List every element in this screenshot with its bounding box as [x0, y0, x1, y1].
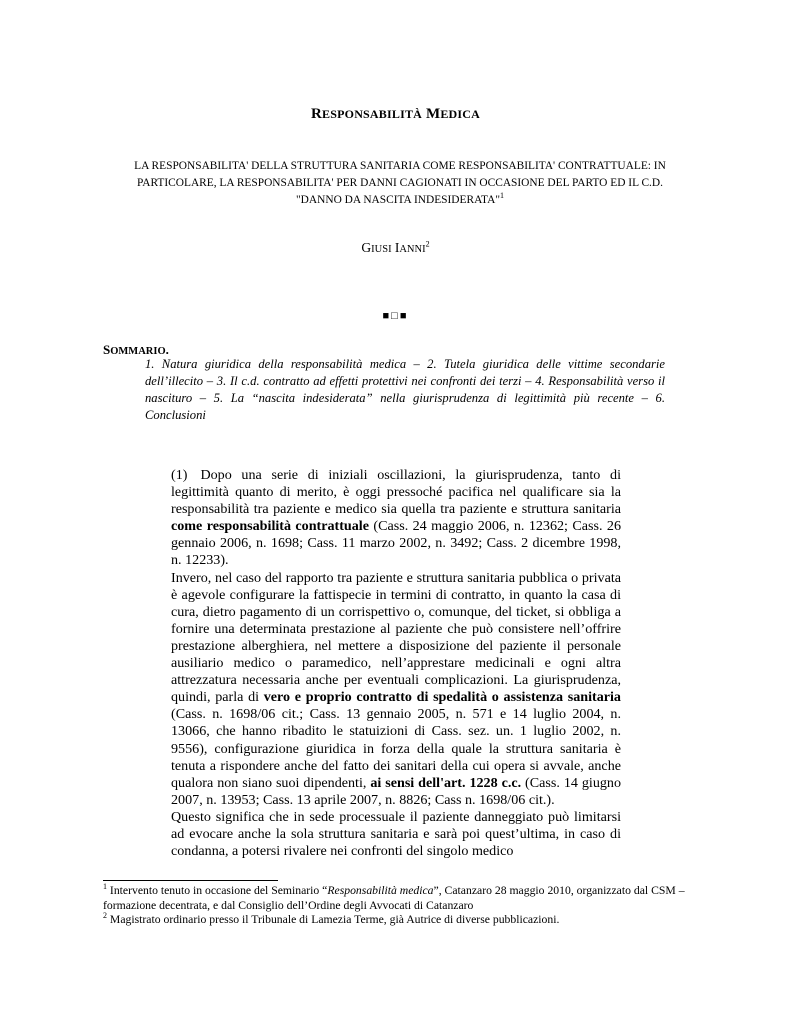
footnotes [103, 884, 695, 928]
title-word-b: EDICA [440, 107, 480, 121]
paragraph-2-text-c: (Cass. 14 giugno 2007, n. 13953; Cass. 13 aprile 2007, n. 8826; Cass n. 1698/06 cit.). [171, 774, 622, 808]
sommario-text: 1. Natura giuridica della responsabilità medica – 2. Tutela giuridica delle vittime secondarie dell’illecito – 3. Il c.d. contratto ad effetti protettivi nei confronti dei terzi – 4. Responsabilità verso il nascituro – 5. La “nascita indesiderata” nella giurisprudenza di legittimità più recente – 6. Conclusioni [145, 357, 665, 422]
title-word-a: ESPONSABILITÀ [322, 107, 423, 121]
body-text [171, 467, 621, 860]
paragraph-3: Questo significa che in sede processuale il paziente danneggiato può limitarsi ad evocare anche la sola struttura sanitaria e sarà poi quest’ultima, in caso di condanna, a potersi rivalere nei confronti del singolo medico [171, 808, 621, 860]
paragraph-1 [171, 467, 621, 570]
footnote-separator [103, 880, 278, 881]
footnote-1-text-b: ”, Catanzaro 28 maggio 2010, organizzato dal CSM – formazione decentrata, e dal Consiglio dell’Ordine degli Avvocati di Catanzaro [103, 884, 685, 912]
paragraph-2-text-b: (Cass. n. 1698/06 cit.; Cass. 13 gennaio 2005, n. 571 e 14 luglio 2004, n. 13066, che hanno ribadito le statuizioni di Cass. sez. un. 1 luglio 2002, n. 9556), configurazione giuridica in forza della quale la struttura sanitaria è tenuta a rispondere anche del fatto dei sanitari della cui opera si avvale, anche qualora non siano suoi dipendenti, [171, 706, 621, 791]
author-word-a: IUSI [371, 244, 392, 255]
title-initial-b: M [425, 106, 441, 122]
paragraph-2-bold-b: ai sensi dell'art. 1228 c.c. [370, 774, 522, 791]
footnote-ref-1[interactable]: 1 [499, 191, 504, 201]
title-initial-a: R [311, 106, 323, 122]
document-title [0, 106, 791, 123]
paragraph-1-text-b: (Cass. 24 maggio 2006, n. 12362; Cass. 26 gennaio 2006, n. 1698; Cass. 11 marzo 2002, n. 3492; Cass. 2 dicembre 1998, n. 12233). [171, 518, 621, 569]
sommario-word: OMMARIO [110, 346, 166, 357]
paragraph-number: (1) [171, 467, 188, 483]
author-initial-a: G [361, 240, 372, 255]
footnote-1-italic: Responsabilità medica [327, 884, 434, 897]
footnote-ref-2[interactable]: 2 [425, 239, 430, 249]
footnote-2 [103, 913, 695, 928]
ornament-divider: ■□■ [382, 310, 409, 322]
paragraph-2 [171, 570, 621, 809]
subtitle-line-1: LA RESPONSABILITA' DELLA STRUTTURA SANITARIA COME RESPONSABILITA' CONTRATTUALE: IN [134, 160, 666, 172]
paragraph-2-text-a: Invero, nel caso del rapporto tra paziente e struttura sanitaria pubblica o privata è agevole configurare la fattispecie in termini di contratto, in quanto la casa di cura, dietro pagamento di un corrispettivo o, comunque, del ticket, si obbliga a fornire una determinata prestazione al paziente che può consistere nell’offrire prestazione alberghiera, nel mettere a disposizione del paziente il personale ausiliario medico o paramedico, nell’apprestare medicinali e ogni altra attrezzatura necessaria anche per eventuali complicazioni. La giurisprudenza, quindi, parla di [171, 569, 621, 706]
sommario-initial: S [103, 342, 111, 357]
paragraph-1-bold: come responsabilità contrattuale [171, 518, 369, 535]
footnote-2-number: 2 [103, 911, 107, 921]
paragraph-2-bold-a: vero e proprio contratto di spedalità o assistenza sanitaria [263, 689, 621, 706]
subtitle-line-3: "DANNO DA NASCITA INDESIDERATA" [296, 194, 500, 206]
document-subtitle [120, 158, 680, 209]
footnote-1-number: 1 [103, 882, 107, 892]
subtitle-line-2: PARTICOLARE, LA RESPONSABILITA' PER DANNI CAGIONATI IN OCCASIONE DEL PARTO ED IL C.D. [137, 177, 663, 189]
author-word-b: ANNI [399, 244, 426, 255]
paragraph-1-text-a: Dopo una serie di iniziali oscillazioni, la giurisprudenza, tanto di legittimità quanto di merito, è oggi pressoché pacifica nel qualificare sia la responsabilità tra paziente e medico sia quella tra paziente e struttura sanitaria [171, 467, 621, 518]
footnote-2-text: Magistrato ordinario presso il Tribunale di Lamezia Terme, già Autrice di diverse pubblicazioni. [107, 913, 560, 927]
footnote-1-text-a: Intervento tenuto in occasione del Seminario “ [107, 884, 328, 897]
footnote-1 [103, 884, 695, 913]
author-initial-b: I [394, 240, 400, 255]
author-name [0, 240, 791, 256]
sommario-dot: . [165, 342, 169, 357]
